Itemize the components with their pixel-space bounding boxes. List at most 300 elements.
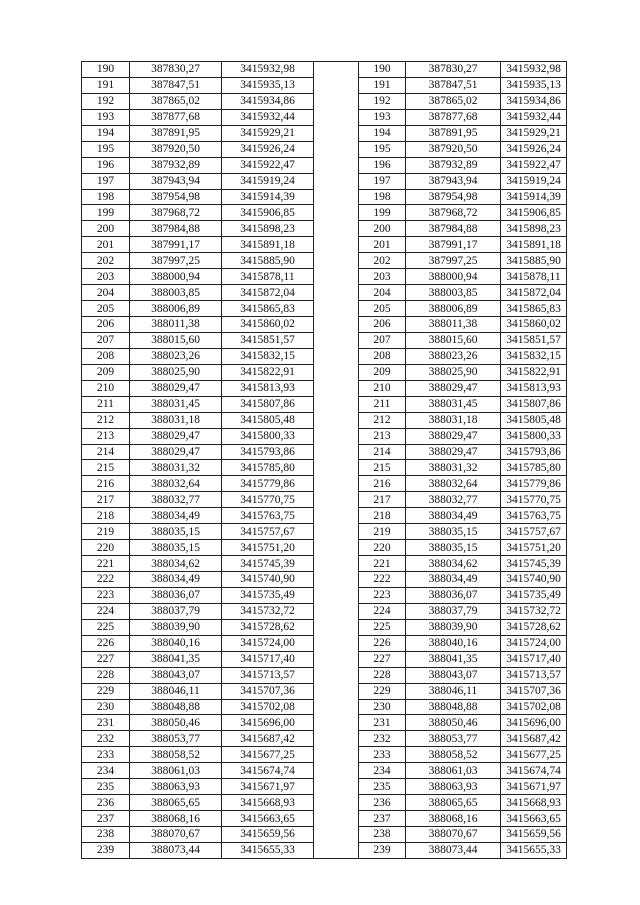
x-coordinate-cell: 388023,26 <box>406 348 501 364</box>
x-coordinate-cell: 388032,77 <box>130 492 222 508</box>
table-row <box>82 62 567 78</box>
spacer-cell <box>314 747 359 763</box>
point-number-cell: 231 <box>359 715 406 731</box>
y-coordinate-cell: 3415932,98 <box>222 62 314 78</box>
spacer-cell <box>314 827 359 843</box>
point-number-cell: 191 <box>82 77 130 93</box>
y-coordinate-cell: 3415813,93 <box>222 380 314 396</box>
point-number-cell: 228 <box>82 667 130 683</box>
point-number-cell: 224 <box>82 603 130 619</box>
spacer-cell <box>314 93 359 109</box>
point-number-cell: 210 <box>82 380 130 396</box>
y-coordinate-cell: 3415929,21 <box>222 125 314 141</box>
point-number-cell: 229 <box>82 683 130 699</box>
x-coordinate-cell: 388011,38 <box>130 317 222 333</box>
spacer-cell <box>314 396 359 412</box>
point-number-cell: 225 <box>359 619 406 635</box>
y-coordinate-cell: 3415707,36 <box>501 683 567 699</box>
table-row <box>82 715 567 731</box>
spacer-cell <box>314 842 359 858</box>
x-coordinate-cell: 387920,50 <box>406 141 501 157</box>
y-coordinate-cell: 3415728,62 <box>501 619 567 635</box>
table-row <box>82 253 567 269</box>
y-coordinate-cell: 3415674,74 <box>501 763 567 779</box>
point-number-cell: 192 <box>359 93 406 109</box>
point-number-cell: 226 <box>359 635 406 651</box>
spacer-cell <box>314 715 359 731</box>
point-number-cell: 231 <box>82 715 130 731</box>
x-coordinate-cell: 387943,94 <box>130 173 222 189</box>
table-row <box>82 348 567 364</box>
y-coordinate-cell: 3415891,18 <box>501 237 567 253</box>
point-number-cell: 201 <box>82 237 130 253</box>
y-coordinate-cell: 3415832,15 <box>501 348 567 364</box>
point-number-cell: 220 <box>359 540 406 556</box>
y-coordinate-cell: 3415793,86 <box>222 444 314 460</box>
x-coordinate-cell: 388032,77 <box>406 492 501 508</box>
table-row <box>82 572 567 588</box>
point-number-cell: 205 <box>359 301 406 317</box>
y-coordinate-cell: 3415751,20 <box>501 540 567 556</box>
spacer-cell <box>314 795 359 811</box>
y-coordinate-cell: 3415872,04 <box>501 285 567 301</box>
y-coordinate-cell: 3415717,40 <box>222 651 314 667</box>
coordinates-table-body <box>82 62 567 859</box>
y-coordinate-cell: 3415663,65 <box>501 811 567 827</box>
x-coordinate-cell: 388034,62 <box>406 556 501 572</box>
table-row <box>82 77 567 93</box>
spacer-cell <box>314 572 359 588</box>
y-coordinate-cell: 3415906,85 <box>501 205 567 221</box>
spacer-cell <box>314 524 359 540</box>
point-number-cell: 217 <box>82 492 130 508</box>
x-coordinate-cell: 387954,98 <box>130 189 222 205</box>
y-coordinate-cell: 3415751,20 <box>222 540 314 556</box>
table-row <box>82 285 567 301</box>
spacer-cell <box>314 811 359 827</box>
table-row <box>82 189 567 205</box>
x-coordinate-cell: 388032,64 <box>130 476 222 492</box>
table-row <box>82 811 567 827</box>
point-number-cell: 234 <box>82 763 130 779</box>
y-coordinate-cell: 3415934,86 <box>501 93 567 109</box>
point-number-cell: 214 <box>359 444 406 460</box>
y-coordinate-cell: 3415865,83 <box>222 301 314 317</box>
spacer-cell <box>314 364 359 380</box>
point-number-cell: 221 <box>82 556 130 572</box>
table-row <box>82 524 567 540</box>
x-coordinate-cell: 388063,93 <box>130 779 222 795</box>
x-coordinate-cell: 388035,15 <box>130 540 222 556</box>
point-number-cell: 204 <box>359 285 406 301</box>
point-number-cell: 195 <box>359 141 406 157</box>
table-row <box>82 237 567 253</box>
point-number-cell: 222 <box>82 572 130 588</box>
x-coordinate-cell: 387932,89 <box>406 157 501 173</box>
x-coordinate-cell: 388031,18 <box>130 412 222 428</box>
y-coordinate-cell: 3415707,36 <box>222 683 314 699</box>
y-coordinate-cell: 3415932,98 <box>501 62 567 78</box>
x-coordinate-cell: 388034,62 <box>130 556 222 572</box>
spacer-cell <box>314 699 359 715</box>
point-number-cell: 194 <box>359 125 406 141</box>
spacer-cell <box>314 587 359 603</box>
y-coordinate-cell: 3415779,86 <box>222 476 314 492</box>
y-coordinate-cell: 3415735,49 <box>501 587 567 603</box>
y-coordinate-cell: 3415822,91 <box>222 364 314 380</box>
y-coordinate-cell: 3415932,44 <box>501 109 567 125</box>
x-coordinate-cell: 387997,25 <box>406 253 501 269</box>
point-number-cell: 237 <box>82 811 130 827</box>
x-coordinate-cell: 388031,45 <box>406 396 501 412</box>
point-number-cell: 234 <box>359 763 406 779</box>
point-number-cell: 236 <box>82 795 130 811</box>
y-coordinate-cell: 3415763,75 <box>222 508 314 524</box>
spacer-cell <box>314 141 359 157</box>
y-coordinate-cell: 3415785,80 <box>501 460 567 476</box>
point-number-cell: 215 <box>82 460 130 476</box>
y-coordinate-cell: 3415687,42 <box>222 731 314 747</box>
x-coordinate-cell: 388073,44 <box>130 842 222 858</box>
point-number-cell: 239 <box>359 842 406 858</box>
point-number-cell: 209 <box>82 364 130 380</box>
point-number-cell: 204 <box>82 285 130 301</box>
point-number-cell: 238 <box>359 827 406 843</box>
x-coordinate-cell: 387830,27 <box>130 62 222 78</box>
spacer-cell <box>314 444 359 460</box>
point-number-cell: 229 <box>359 683 406 699</box>
point-number-cell: 237 <box>359 811 406 827</box>
point-number-cell: 223 <box>359 587 406 603</box>
y-coordinate-cell: 3415926,24 <box>501 141 567 157</box>
x-coordinate-cell: 388048,88 <box>406 699 501 715</box>
x-coordinate-cell: 388029,47 <box>406 428 501 444</box>
x-coordinate-cell: 387984,88 <box>406 221 501 237</box>
table-row <box>82 317 567 333</box>
x-coordinate-cell: 388029,47 <box>130 428 222 444</box>
point-number-cell: 235 <box>359 779 406 795</box>
table-row <box>82 428 567 444</box>
point-number-cell: 211 <box>82 396 130 412</box>
x-coordinate-cell: 387968,72 <box>130 205 222 221</box>
x-coordinate-cell: 387877,68 <box>406 109 501 125</box>
spacer-cell <box>314 253 359 269</box>
x-coordinate-cell: 388068,16 <box>406 811 501 827</box>
y-coordinate-cell: 3415728,62 <box>222 619 314 635</box>
table-row <box>82 667 567 683</box>
table-row <box>82 301 567 317</box>
y-coordinate-cell: 3415805,48 <box>222 412 314 428</box>
x-coordinate-cell: 388035,15 <box>406 524 501 540</box>
x-coordinate-cell: 387997,25 <box>130 253 222 269</box>
spacer-cell <box>314 62 359 78</box>
spacer-cell <box>314 412 359 428</box>
table-row <box>82 779 567 795</box>
point-number-cell: 220 <box>82 540 130 556</box>
point-number-cell: 219 <box>359 524 406 540</box>
table-row <box>82 683 567 699</box>
y-coordinate-cell: 3415885,90 <box>501 253 567 269</box>
spacer-cell <box>314 285 359 301</box>
spacer-cell <box>314 221 359 237</box>
table-row <box>82 603 567 619</box>
table-row <box>82 540 567 556</box>
x-coordinate-cell: 388011,38 <box>406 317 501 333</box>
point-number-cell: 216 <box>82 476 130 492</box>
table-row <box>82 587 567 603</box>
table-row <box>82 141 567 157</box>
point-number-cell: 194 <box>82 125 130 141</box>
table-row <box>82 444 567 460</box>
point-number-cell: 195 <box>82 141 130 157</box>
table-row <box>82 221 567 237</box>
table-row <box>82 173 567 189</box>
point-number-cell: 190 <box>82 62 130 78</box>
y-coordinate-cell: 3415800,33 <box>501 428 567 444</box>
y-coordinate-cell: 3415745,39 <box>501 556 567 572</box>
y-coordinate-cell: 3415659,56 <box>501 827 567 843</box>
spacer-cell <box>314 763 359 779</box>
y-coordinate-cell: 3415914,39 <box>501 189 567 205</box>
spacer-cell <box>314 109 359 125</box>
x-coordinate-cell: 388015,60 <box>406 332 501 348</box>
y-coordinate-cell: 3415655,33 <box>501 842 567 858</box>
x-coordinate-cell: 388006,89 <box>406 301 501 317</box>
x-coordinate-cell: 388031,32 <box>130 460 222 476</box>
spacer-cell <box>314 619 359 635</box>
y-coordinate-cell: 3415926,24 <box>222 141 314 157</box>
x-coordinate-cell: 388029,47 <box>406 380 501 396</box>
point-number-cell: 213 <box>359 428 406 444</box>
point-number-cell: 200 <box>359 221 406 237</box>
table-row <box>82 556 567 572</box>
x-coordinate-cell: 388035,15 <box>406 540 501 556</box>
table-row <box>82 699 567 715</box>
point-number-cell: 190 <box>359 62 406 78</box>
y-coordinate-cell: 3415740,90 <box>501 572 567 588</box>
spacer-cell <box>314 556 359 572</box>
y-coordinate-cell: 3415898,23 <box>501 221 567 237</box>
table-row <box>82 476 567 492</box>
point-number-cell: 222 <box>359 572 406 588</box>
y-coordinate-cell: 3415822,91 <box>501 364 567 380</box>
spacer-cell <box>314 635 359 651</box>
spacer-cell <box>314 428 359 444</box>
point-number-cell: 218 <box>359 508 406 524</box>
point-number-cell: 235 <box>82 779 130 795</box>
x-coordinate-cell: 388043,07 <box>406 667 501 683</box>
spacer-cell <box>314 173 359 189</box>
point-number-cell: 227 <box>359 651 406 667</box>
point-number-cell: 227 <box>82 651 130 667</box>
y-coordinate-cell: 3415919,24 <box>501 173 567 189</box>
x-coordinate-cell: 388006,89 <box>130 301 222 317</box>
x-coordinate-cell: 388053,77 <box>406 731 501 747</box>
y-coordinate-cell: 3415860,02 <box>222 317 314 333</box>
table-row <box>82 396 567 412</box>
point-number-cell: 197 <box>359 173 406 189</box>
point-number-cell: 239 <box>82 842 130 858</box>
x-coordinate-cell: 387984,88 <box>130 221 222 237</box>
coordinates-table <box>81 61 567 859</box>
y-coordinate-cell: 3415922,47 <box>222 157 314 173</box>
x-coordinate-cell: 388040,16 <box>130 635 222 651</box>
spacer-cell <box>314 301 359 317</box>
y-coordinate-cell: 3415687,42 <box>501 731 567 747</box>
x-coordinate-cell: 388073,44 <box>406 842 501 858</box>
x-coordinate-cell: 388039,90 <box>130 619 222 635</box>
x-coordinate-cell: 387877,68 <box>130 109 222 125</box>
point-number-cell: 213 <box>82 428 130 444</box>
y-coordinate-cell: 3415732,72 <box>501 603 567 619</box>
point-number-cell: 215 <box>359 460 406 476</box>
y-coordinate-cell: 3415860,02 <box>501 317 567 333</box>
x-coordinate-cell: 388015,60 <box>130 332 222 348</box>
x-coordinate-cell: 387954,98 <box>406 189 501 205</box>
x-coordinate-cell: 388032,64 <box>406 476 501 492</box>
x-coordinate-cell: 388050,46 <box>130 715 222 731</box>
table-row <box>82 269 567 285</box>
point-number-cell: 232 <box>82 731 130 747</box>
y-coordinate-cell: 3415702,08 <box>222 699 314 715</box>
table-row <box>82 619 567 635</box>
x-coordinate-cell: 388058,52 <box>130 747 222 763</box>
spacer-cell <box>314 603 359 619</box>
y-coordinate-cell: 3415668,93 <box>222 795 314 811</box>
point-number-cell: 202 <box>82 253 130 269</box>
table-row <box>82 125 567 141</box>
x-coordinate-cell: 387830,27 <box>406 62 501 78</box>
spacer-cell <box>314 683 359 699</box>
y-coordinate-cell: 3415696,00 <box>222 715 314 731</box>
x-coordinate-cell: 388046,11 <box>406 683 501 699</box>
x-coordinate-cell: 388031,45 <box>130 396 222 412</box>
point-number-cell: 207 <box>82 332 130 348</box>
y-coordinate-cell: 3415878,11 <box>222 269 314 285</box>
spacer-cell <box>314 651 359 667</box>
table-row <box>82 731 567 747</box>
y-coordinate-cell: 3415932,44 <box>222 109 314 125</box>
point-number-cell: 212 <box>82 412 130 428</box>
point-number-cell: 238 <box>82 827 130 843</box>
x-coordinate-cell: 387847,51 <box>130 77 222 93</box>
y-coordinate-cell: 3415872,04 <box>222 285 314 301</box>
spacer-cell <box>314 508 359 524</box>
x-coordinate-cell: 388041,35 <box>406 651 501 667</box>
table-row <box>82 763 567 779</box>
spacer-cell <box>314 332 359 348</box>
y-coordinate-cell: 3415878,11 <box>501 269 567 285</box>
point-number-cell: 233 <box>82 747 130 763</box>
table-row <box>82 842 567 858</box>
point-number-cell: 206 <box>82 317 130 333</box>
x-coordinate-cell: 388003,85 <box>406 285 501 301</box>
point-number-cell: 226 <box>82 635 130 651</box>
table-row <box>82 412 567 428</box>
spacer-cell <box>314 157 359 173</box>
y-coordinate-cell: 3415663,65 <box>222 811 314 827</box>
table-row <box>82 795 567 811</box>
x-coordinate-cell: 388034,49 <box>130 508 222 524</box>
y-coordinate-cell: 3415655,33 <box>222 842 314 858</box>
point-number-cell: 218 <box>82 508 130 524</box>
y-coordinate-cell: 3415832,15 <box>222 348 314 364</box>
y-coordinate-cell: 3415671,97 <box>501 779 567 795</box>
point-number-cell: 209 <box>359 364 406 380</box>
point-number-cell: 212 <box>359 412 406 428</box>
x-coordinate-cell: 388036,07 <box>130 587 222 603</box>
x-coordinate-cell: 387991,17 <box>130 237 222 253</box>
y-coordinate-cell: 3415763,75 <box>501 508 567 524</box>
point-number-cell: 198 <box>82 189 130 205</box>
table-row <box>82 508 567 524</box>
y-coordinate-cell: 3415934,86 <box>222 93 314 109</box>
spacer-cell <box>314 492 359 508</box>
y-coordinate-cell: 3415929,21 <box>501 125 567 141</box>
y-coordinate-cell: 3415770,75 <box>501 492 567 508</box>
table-row <box>82 460 567 476</box>
y-coordinate-cell: 3415898,23 <box>222 221 314 237</box>
y-coordinate-cell: 3415677,25 <box>222 747 314 763</box>
x-coordinate-cell: 388061,03 <box>406 763 501 779</box>
spacer-cell <box>314 189 359 205</box>
x-coordinate-cell: 387891,95 <box>406 125 501 141</box>
x-coordinate-cell: 388037,79 <box>130 603 222 619</box>
x-coordinate-cell: 388046,11 <box>130 683 222 699</box>
y-coordinate-cell: 3415779,86 <box>501 476 567 492</box>
spacer-cell <box>314 540 359 556</box>
point-number-cell: 207 <box>359 332 406 348</box>
table-row <box>82 492 567 508</box>
x-coordinate-cell: 388053,77 <box>130 731 222 747</box>
x-coordinate-cell: 388041,35 <box>130 651 222 667</box>
table-row <box>82 651 567 667</box>
point-number-cell: 193 <box>82 109 130 125</box>
y-coordinate-cell: 3415865,83 <box>501 301 567 317</box>
table-row <box>82 157 567 173</box>
point-number-cell: 223 <box>82 587 130 603</box>
y-coordinate-cell: 3415793,86 <box>501 444 567 460</box>
point-number-cell: 192 <box>82 93 130 109</box>
spacer-cell <box>314 380 359 396</box>
x-coordinate-cell: 388061,03 <box>130 763 222 779</box>
x-coordinate-cell: 388025,90 <box>406 364 501 380</box>
y-coordinate-cell: 3415891,18 <box>222 237 314 253</box>
x-coordinate-cell: 388070,67 <box>406 827 501 843</box>
point-number-cell: 196 <box>82 157 130 173</box>
point-number-cell: 203 <box>82 269 130 285</box>
y-coordinate-cell: 3415935,13 <box>501 77 567 93</box>
point-number-cell: 193 <box>359 109 406 125</box>
spacer-cell <box>314 460 359 476</box>
table-row <box>82 380 567 396</box>
y-coordinate-cell: 3415851,57 <box>501 332 567 348</box>
y-coordinate-cell: 3415800,33 <box>222 428 314 444</box>
x-coordinate-cell: 388029,47 <box>130 380 222 396</box>
point-number-cell: 217 <box>359 492 406 508</box>
x-coordinate-cell: 388065,65 <box>130 795 222 811</box>
spacer-cell <box>314 348 359 364</box>
y-coordinate-cell: 3415770,75 <box>222 492 314 508</box>
x-coordinate-cell: 388034,49 <box>406 508 501 524</box>
x-coordinate-cell: 388043,07 <box>130 667 222 683</box>
x-coordinate-cell: 388068,16 <box>130 811 222 827</box>
x-coordinate-cell: 387943,94 <box>406 173 501 189</box>
y-coordinate-cell: 3415885,90 <box>222 253 314 269</box>
point-number-cell: 232 <box>359 731 406 747</box>
y-coordinate-cell: 3415702,08 <box>501 699 567 715</box>
x-coordinate-cell: 388031,18 <box>406 412 501 428</box>
